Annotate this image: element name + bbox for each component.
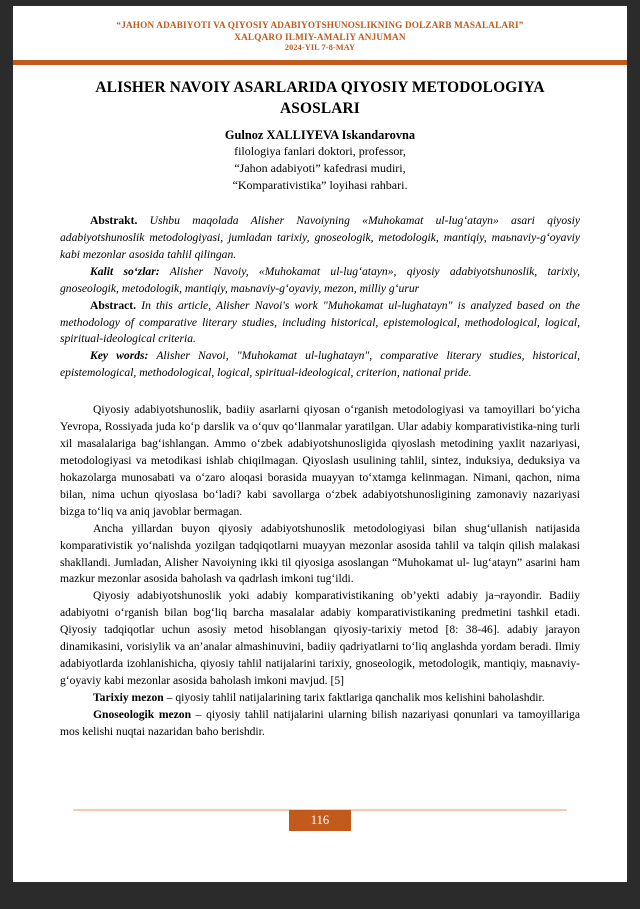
term-label-gnoseologik-mezon: Gnoseologik mezon	[93, 707, 192, 721]
abstract-text-english: In this article, Alisher Navoi's work "Muhokamat ul-lughatayn" is analyzed based on the methodology of comparative literary studies, including historical, epistemological, methodological, logical, spiritual-ideological criteria.	[60, 298, 580, 346]
abstract-label-english: Abstract.	[90, 298, 137, 312]
keywords-text-uzbek: Alisher Navoiy, «Muhokamat ul-lug‘atayn», qiyosiy adabiyotshunoslik, tarixiy, gnoseologik, metodologik, mantiqiy, maьnaviy-g‘oyaviy, mezon, milliy g‘urur	[60, 264, 580, 295]
body-paragraph-1: Qiyosiy adabiyotshunoslik, badiiy asarlarni qiyosan o‘rganish metodologiyasi va tamoyillari bo‘yicha Yevropa, Rossiyada juda ko‘p darslik va o‘quv qo‘llanmalar yaratilgan. Ular adabiy komparativistika-ning turli xil masalalariga bag‘ishlangan. Ammo o‘zbek adabiyotshunosligida qiyoslash metodining yaxlit nazariyasi, metodologiyasi va metodikasi ishlab chiqilmagan. Qiyoslash usulining tahlil, sintez, induksiya, deduksiya va hokazolarga munosabati va o‘zaro aloqasi borasida muayyan to‘xtamga kelinmagan. Nimani, qachon, nima bilan, nima uchun qiyoslasa bo‘ladi? kabi savollarga o‘zbek adabiyotshunosligining zamonaviy nazariyasi bizga to‘liq va aniq javoblar bermagan.	[60, 403, 580, 518]
term-definition-tarixiy-mezon	[60, 690, 580, 707]
keywords-label-english: Key words:	[90, 349, 149, 363]
term-text-gnoseologik-mezon: – qiyosiy tahlil natijalarini ularning bilish nazariyasi qonunlari va tamoyillariga mos kelishi nuqtai nazaridan baho berishdir.	[60, 707, 581, 738]
document-page	[13, 6, 627, 882]
body-paragraph-3: Qiyosiy adabiyotshunoslik yoki adabiy komparativistikaning ob’yekti adabiy ja¬rayondir. Badiiy adabiyotni o‘rganish bilan bog‘liq barcha masalalar adabiy komparativistikaning predmetini tashkil etadi. Qiyosiy tadqiqotlar uchun asosiy metod hisoblangan qiyosiy-tarixiy metod [8: 38-46]. adabiy jarayon dinamikasini, vorisiylik va an’analar almashinuvini, badiiy qadriyatlarni to‘liq anglashda yordam beradi. Ilmiy adabiyotlarda izohlanishicha, qiyosiy tahlil natijalarini tarixiy, gnoseologik, metodologik, mantiqiy, maьnaviy-g‘oyaviy kabi mezonlar asosida baholash imkoni mavjud. [5]	[60, 589, 580, 687]
header-divider-bar	[13, 60, 627, 65]
term-text-tarixiy-mezon: – qiyosiy tahlil natijalarining tarix faktlariga qanchalik mos kelishini baholashdir.	[163, 690, 545, 704]
main-text-section	[60, 402, 580, 740]
author-affiliation-line-2: “Jahon adabiyoti” kafedrasi mudiri,	[234, 160, 406, 175]
conference-date-line: 2024-YIL 7-8-MAY	[284, 43, 356, 52]
term-label-tarixiy-mezon: Tarixiy mezon	[93, 690, 164, 704]
body-paragraph-2: Ancha yillardan buyon qiyosiy adabiyotshunoslik metodologiyasi bilan shug‘ullanish natijasida komparativistik yo‘nalishda yozilgan tadqiqotlarni muayyan mezonlar asosida tahlil va talqin qilish malakasi shakllandi. Jumladan, Alisher Navoiyning ikki til qiyosiga asoslangan “Muhokamat ul- lug‘atayn” asarini ham mazkur mezonlar asosida baholash va qadrlash imkoni tug‘ildi.	[60, 521, 580, 586]
keywords-text-english: Alisher Navoi, "Muhokamat ul-lughatayn", comparative literary studies, historical, epistemological, methodological, logical, spiritual-ideological, criterion, national pride.	[60, 349, 580, 380]
abstract-section-uzbek	[60, 213, 580, 382]
keywords-label-uzbek: Kalit so‘zlar:	[90, 264, 160, 278]
page-number-badge: 116	[289, 810, 351, 831]
conference-title-line: “JAHON ADABIYOTI VA QIYOSIY ADABIYOTSHUNOSLIKNING DOLZARB MASALALARI”	[116, 20, 524, 30]
abstract-text-uzbek: Ushbu maqolada Alisher Navoiyning «Muhokamat ul-lug‘atayn» asari qiyosiy adabiyotshunoslik metodologiyasi, jumladan tarixiy, gnoseologik, metodologik, mantiqiy, maьnaviy-g‘oyaviy kabi mezonlar asosida tahlil qilingan.	[60, 214, 580, 261]
term-definition-gnoseologik-mezon	[60, 707, 580, 741]
abstract-paragraph-english	[60, 298, 580, 349]
author-name: Gulnoz XALLIYEVA Iskandarovna	[224, 127, 416, 142]
conference-subtitle-line: XALQARO ILMIY-AMALIY ANJUMAN	[234, 31, 406, 42]
article-body	[60, 213, 580, 741]
keywords-paragraph-uzbek	[60, 264, 580, 298]
author-affiliation-line-1: filologiya fanlari doktori, professor,	[234, 143, 406, 158]
conference-header	[13, 6, 627, 53]
page-title: ALISHER NAVOIY ASARLARIDA QIYOSIY METODOLOGIYA ASOSLARI	[95, 79, 545, 117]
author-affiliation-line-3: “Komparativistika” loyihasi rahbari.	[232, 177, 408, 192]
abstract-paragraph-uzbek	[60, 213, 580, 264]
page-footer	[13, 809, 627, 839]
abstract-label-uzbek: Abstrakt.	[90, 214, 138, 227]
keywords-paragraph-english	[60, 348, 580, 382]
